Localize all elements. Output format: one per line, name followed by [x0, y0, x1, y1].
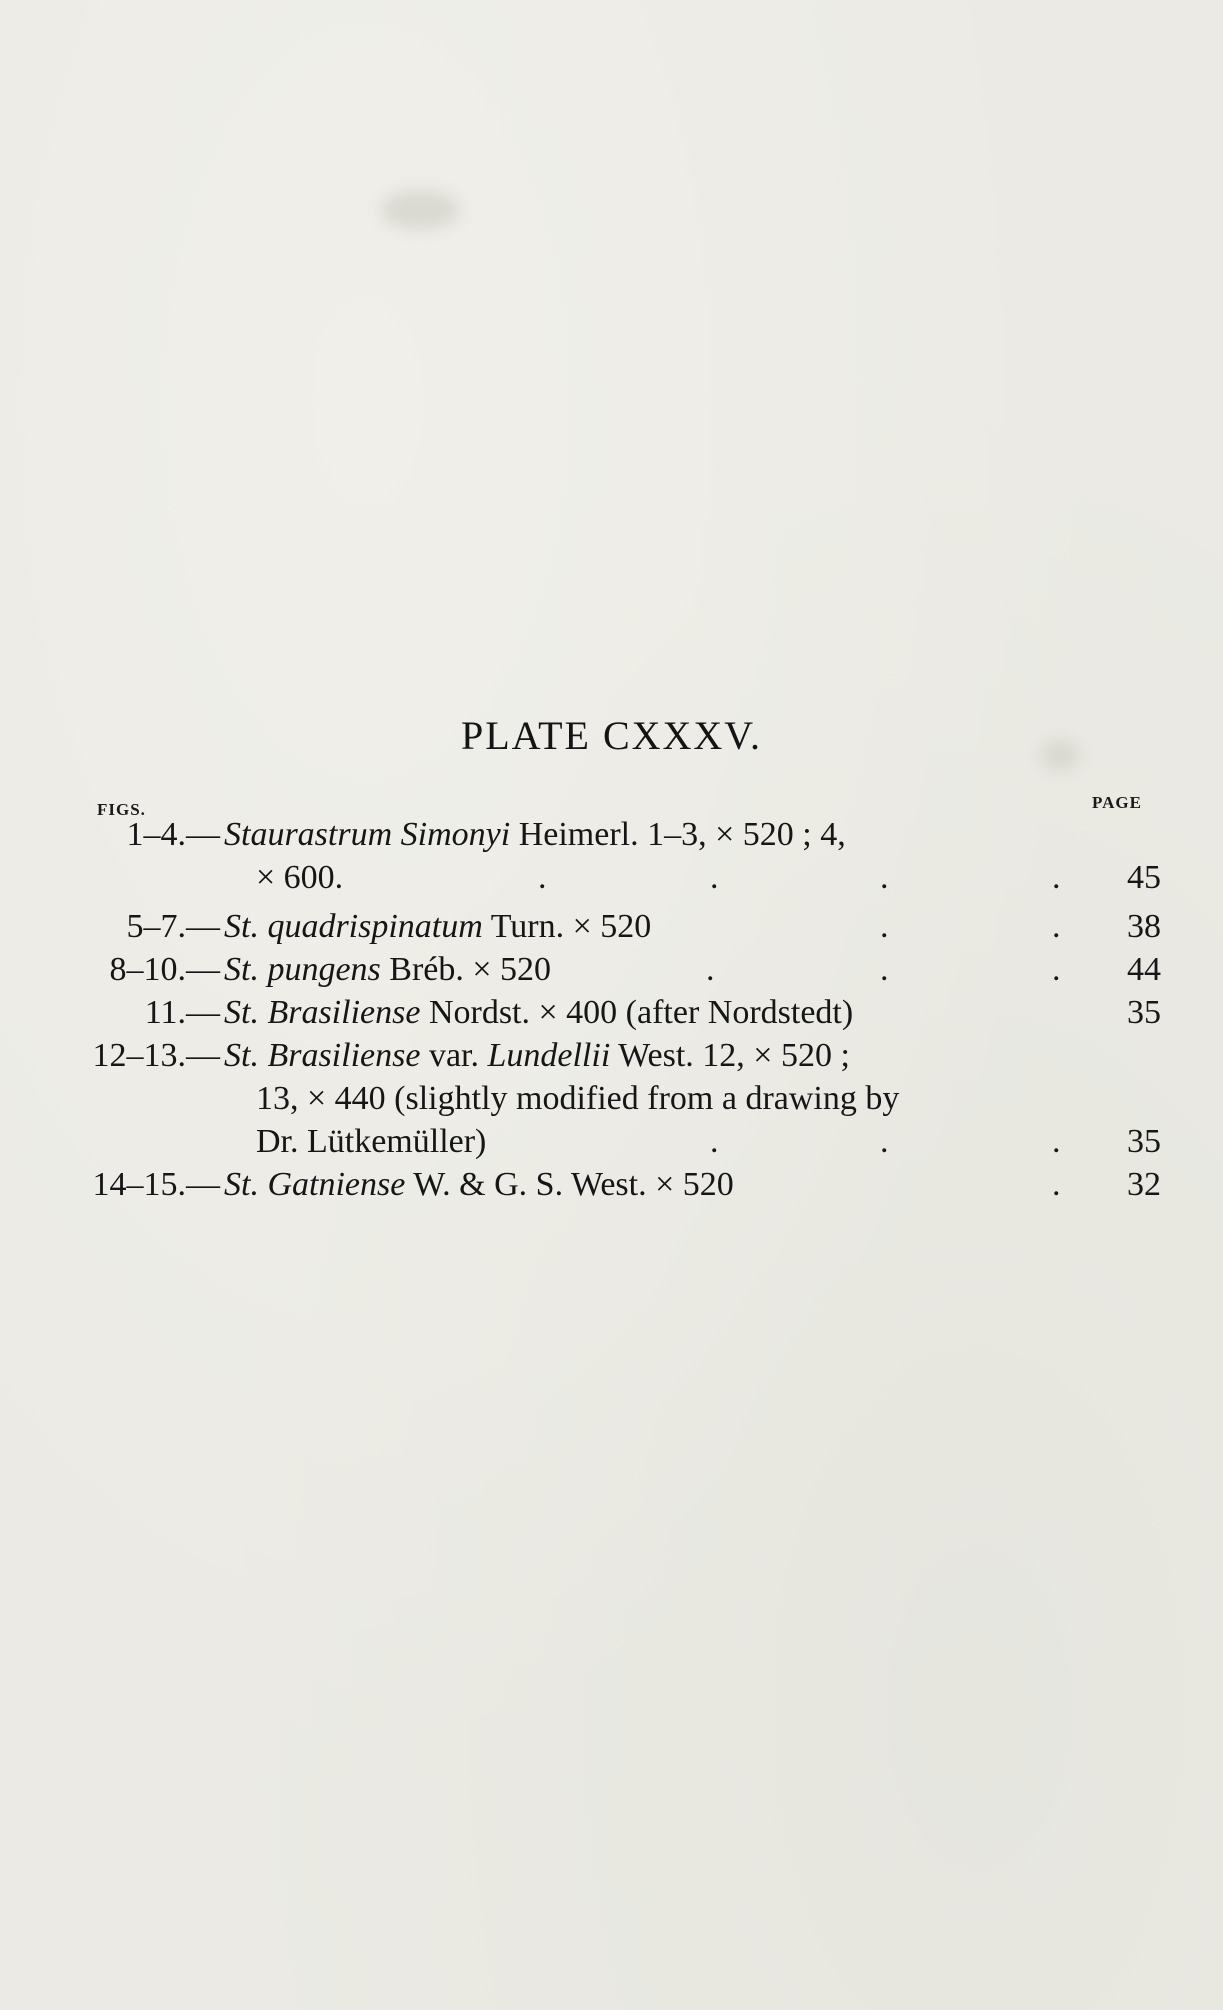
entry-description	[224, 1034, 850, 1077]
caption-entry	[0, 813, 1223, 899]
caption-entry	[0, 1034, 1223, 1163]
paper-stain	[380, 190, 460, 230]
variety-name: Lundellii	[487, 1037, 611, 1074]
caption-entry	[0, 905, 1223, 948]
fig-number: 8–10.—	[109, 951, 220, 988]
leader-dot: .	[1052, 908, 1061, 945]
caption-entry	[0, 1163, 1223, 1206]
description-text: Nordst. × 400 (after Nordstedt)	[420, 994, 854, 1031]
page-number: 45	[1127, 859, 1161, 896]
description-text: 13, × 440 (slightly modified from a drawing by	[256, 1080, 900, 1117]
genus-name: St.	[224, 1166, 259, 1203]
entry-description	[224, 1163, 734, 1206]
description-text: var.	[420, 1037, 488, 1074]
entry-line	[0, 1077, 1223, 1120]
description-text: Turn. × 520	[482, 908, 652, 945]
fig-number: 5–7.—	[126, 908, 220, 945]
leader-dot: .	[1052, 1123, 1061, 1160]
page-number: 32	[1127, 1166, 1161, 1203]
species-name: Simonyi	[400, 816, 511, 853]
entry-description	[224, 813, 846, 856]
leader-dot: .	[880, 1123, 889, 1160]
entry-description	[224, 948, 551, 991]
fig-number: 11.—	[144, 994, 220, 1031]
leader-dot: .	[1052, 1166, 1061, 1203]
entry-line	[0, 1034, 1223, 1077]
leader-dot: .	[710, 1123, 719, 1160]
leader-dot: .	[710, 859, 719, 896]
entry-line	[0, 991, 1223, 1034]
description-text: W. & G. S. West. × 520	[405, 1166, 734, 1203]
leader-dot: .	[880, 859, 889, 896]
species-name: Brasiliense	[267, 994, 421, 1031]
page-number: 38	[1127, 908, 1161, 945]
entry-description	[224, 991, 853, 1034]
entry-line	[0, 948, 1223, 991]
description-text: Dr. Lütkemüller)	[256, 1123, 487, 1160]
plate-title: PLATE CXXXV.	[460, 713, 763, 758]
page-number: 44	[1127, 951, 1161, 988]
page-number: 35	[1127, 994, 1161, 1031]
fig-number: 12–13.—	[92, 1037, 220, 1074]
page-number: 35	[1127, 1123, 1161, 1160]
description-text: Bréb. × 520	[380, 951, 552, 988]
figs-column-label: FIGS.	[97, 800, 146, 819]
species-name: pungens	[267, 951, 381, 988]
page-column-label: PAGE	[1092, 793, 1142, 812]
description-text: × 600.	[256, 859, 344, 896]
fig-number: 14–15.—	[92, 1166, 220, 1203]
genus-name: St.	[224, 994, 259, 1031]
fig-number: 1–4.—	[126, 816, 220, 853]
caption-entry	[0, 948, 1223, 991]
entry-line	[0, 856, 1223, 899]
species-name: Gatniense	[267, 1166, 406, 1203]
description-text: West. 12, × 520 ;	[610, 1037, 850, 1074]
genus-name: St.	[224, 951, 259, 988]
leader-dot: .	[1052, 951, 1061, 988]
description-text: Heimerl. 1–3, × 520 ; 4,	[510, 816, 846, 853]
entry-line	[0, 813, 1223, 856]
genus-name: St.	[224, 908, 259, 945]
leader-dot: .	[706, 951, 715, 988]
leader-dot: .	[1052, 859, 1061, 896]
leader-dot: .	[880, 908, 889, 945]
caption-entry	[0, 991, 1223, 1034]
genus-name: Staurastrum	[224, 816, 393, 853]
entry-description	[224, 905, 651, 948]
leader-dot: .	[880, 951, 889, 988]
entry-line	[0, 1120, 1223, 1163]
entry-line	[0, 1163, 1223, 1206]
entry-line	[0, 905, 1223, 948]
species-name: quadrispinatum	[267, 908, 483, 945]
species-name: Brasiliense	[267, 1037, 421, 1074]
genus-name: St.	[224, 1037, 259, 1074]
leader-dot: .	[538, 859, 547, 896]
